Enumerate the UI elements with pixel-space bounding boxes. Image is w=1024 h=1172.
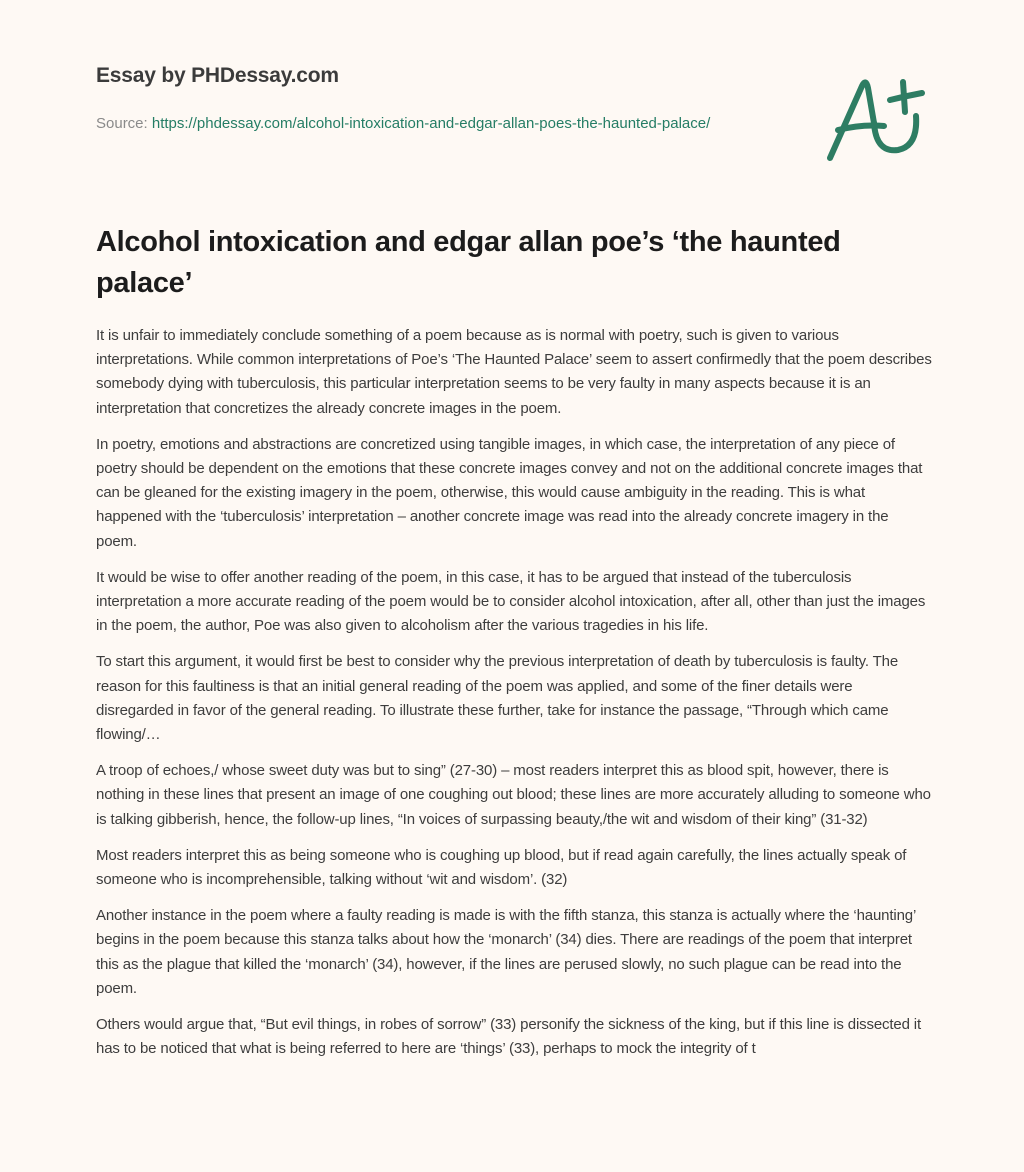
source-label: Source: <box>96 115 152 132</box>
essay-paragraph: In poetry, emotions and abstractions are concretized using tangible images, in which case, the interpretation of any piece of poetry should be dependent on the emotions that these concrete images convey and not on the additional concrete images that can be gleaned for the existing imagery in the poem, otherwise, this would cause ambiguity in the reading. This is what happened with the ‘tuberculosis’ interpretation – another concrete image was read into the already concrete imagery in the poem. <box>96 435 923 550</box>
essay-paragraph: Another instance in the poem where a faulty reading is made is with the fifth stanza, this stanza is actually where the ‘haunting’ begins in the poem because this stanza talks about how the ‘monarch’ (34) dies. There are readings of the poem that interpret this as the plague that killed the ‘monarch’ (34), however, if the lines are perused slowly, no such plague can be read into the poem. <box>96 907 916 997</box>
essay-paragraph: To start this argument, it would first be best to consider why the previous interpretation of death by tuberculosis is faulty. The reason for this faultiness is that an initial general reading of the poem was applied, and some of the finer details were disregarded in favor of the general reading. To illustrate these further, take for instance the passage, “Through which came flowing/… <box>96 653 899 744</box>
essay-paragraph: It would be wise to offer another reading of the poem, in this case, it has to be argued that instead of the tuberculosis interpretation a more accurate reading of the poem would be to consider alcohol intoxication, after all, other than just the images in the poem, the author, Poe was also given to alcoholism after the various tragedies in his life. <box>96 568 926 635</box>
essay-paragraph: Others would argue that, “But evil things, in robes of sorrow” (33) personify the sickness of the king, but if this line is dissected it has to be noticed that what is being referred to here are ‘things’ (33), perhaps to mock the integrity of t <box>96 1016 921 1058</box>
site-title: Essay by PHDessay.com <box>96 64 339 87</box>
essay-paragraph: It is unfair to immediately conclude something of a poem because as is normal with poetry, such is given to various interpretations. While common interpretations of Poe’s ‘The Haunted Palace’ seem to assert confirmedly that the poem describes somebody dying with tuberculosis, this particular interpretation seems to be very faulty in many aspects because it is an interpretation that concretizes the already concrete images in the poem. <box>96 327 932 417</box>
essay-title: Alcohol intoxication and edgar allan poe’s ‘the haunted palace’ <box>96 226 841 299</box>
page-header <box>96 0 932 200</box>
source-line <box>96 112 736 136</box>
essay-body <box>96 324 932 1073</box>
a-plus-grade-icon <box>822 68 932 168</box>
essay-paragraph: Most readers interpret this as being someone who is coughing up blood, but if read again carefully, the lines actually speak of someone who is incomprehensible, talking without ‘wit and wisdom’. (32) <box>96 846 907 889</box>
essay-page <box>96 0 932 1058</box>
source-link[interactable]: https://phdessay.com/alcohol-intoxication-and-edgar-allan-poes-the-haunted-palace/ <box>151 115 711 132</box>
essay-paragraph: A troop of echoes,/ whose sweet duty was but to sing” (27-30) – most readers interpret this as blood spit, however, there is nothing in these lines that present an image of one coughing out blood; these lines are more accurately alluding to someone who is talking gibberish, hence, the follow-up lines, “In voices of surpassing beauty,/the wit and wisdom of their king” (31-32) <box>96 762 931 828</box>
